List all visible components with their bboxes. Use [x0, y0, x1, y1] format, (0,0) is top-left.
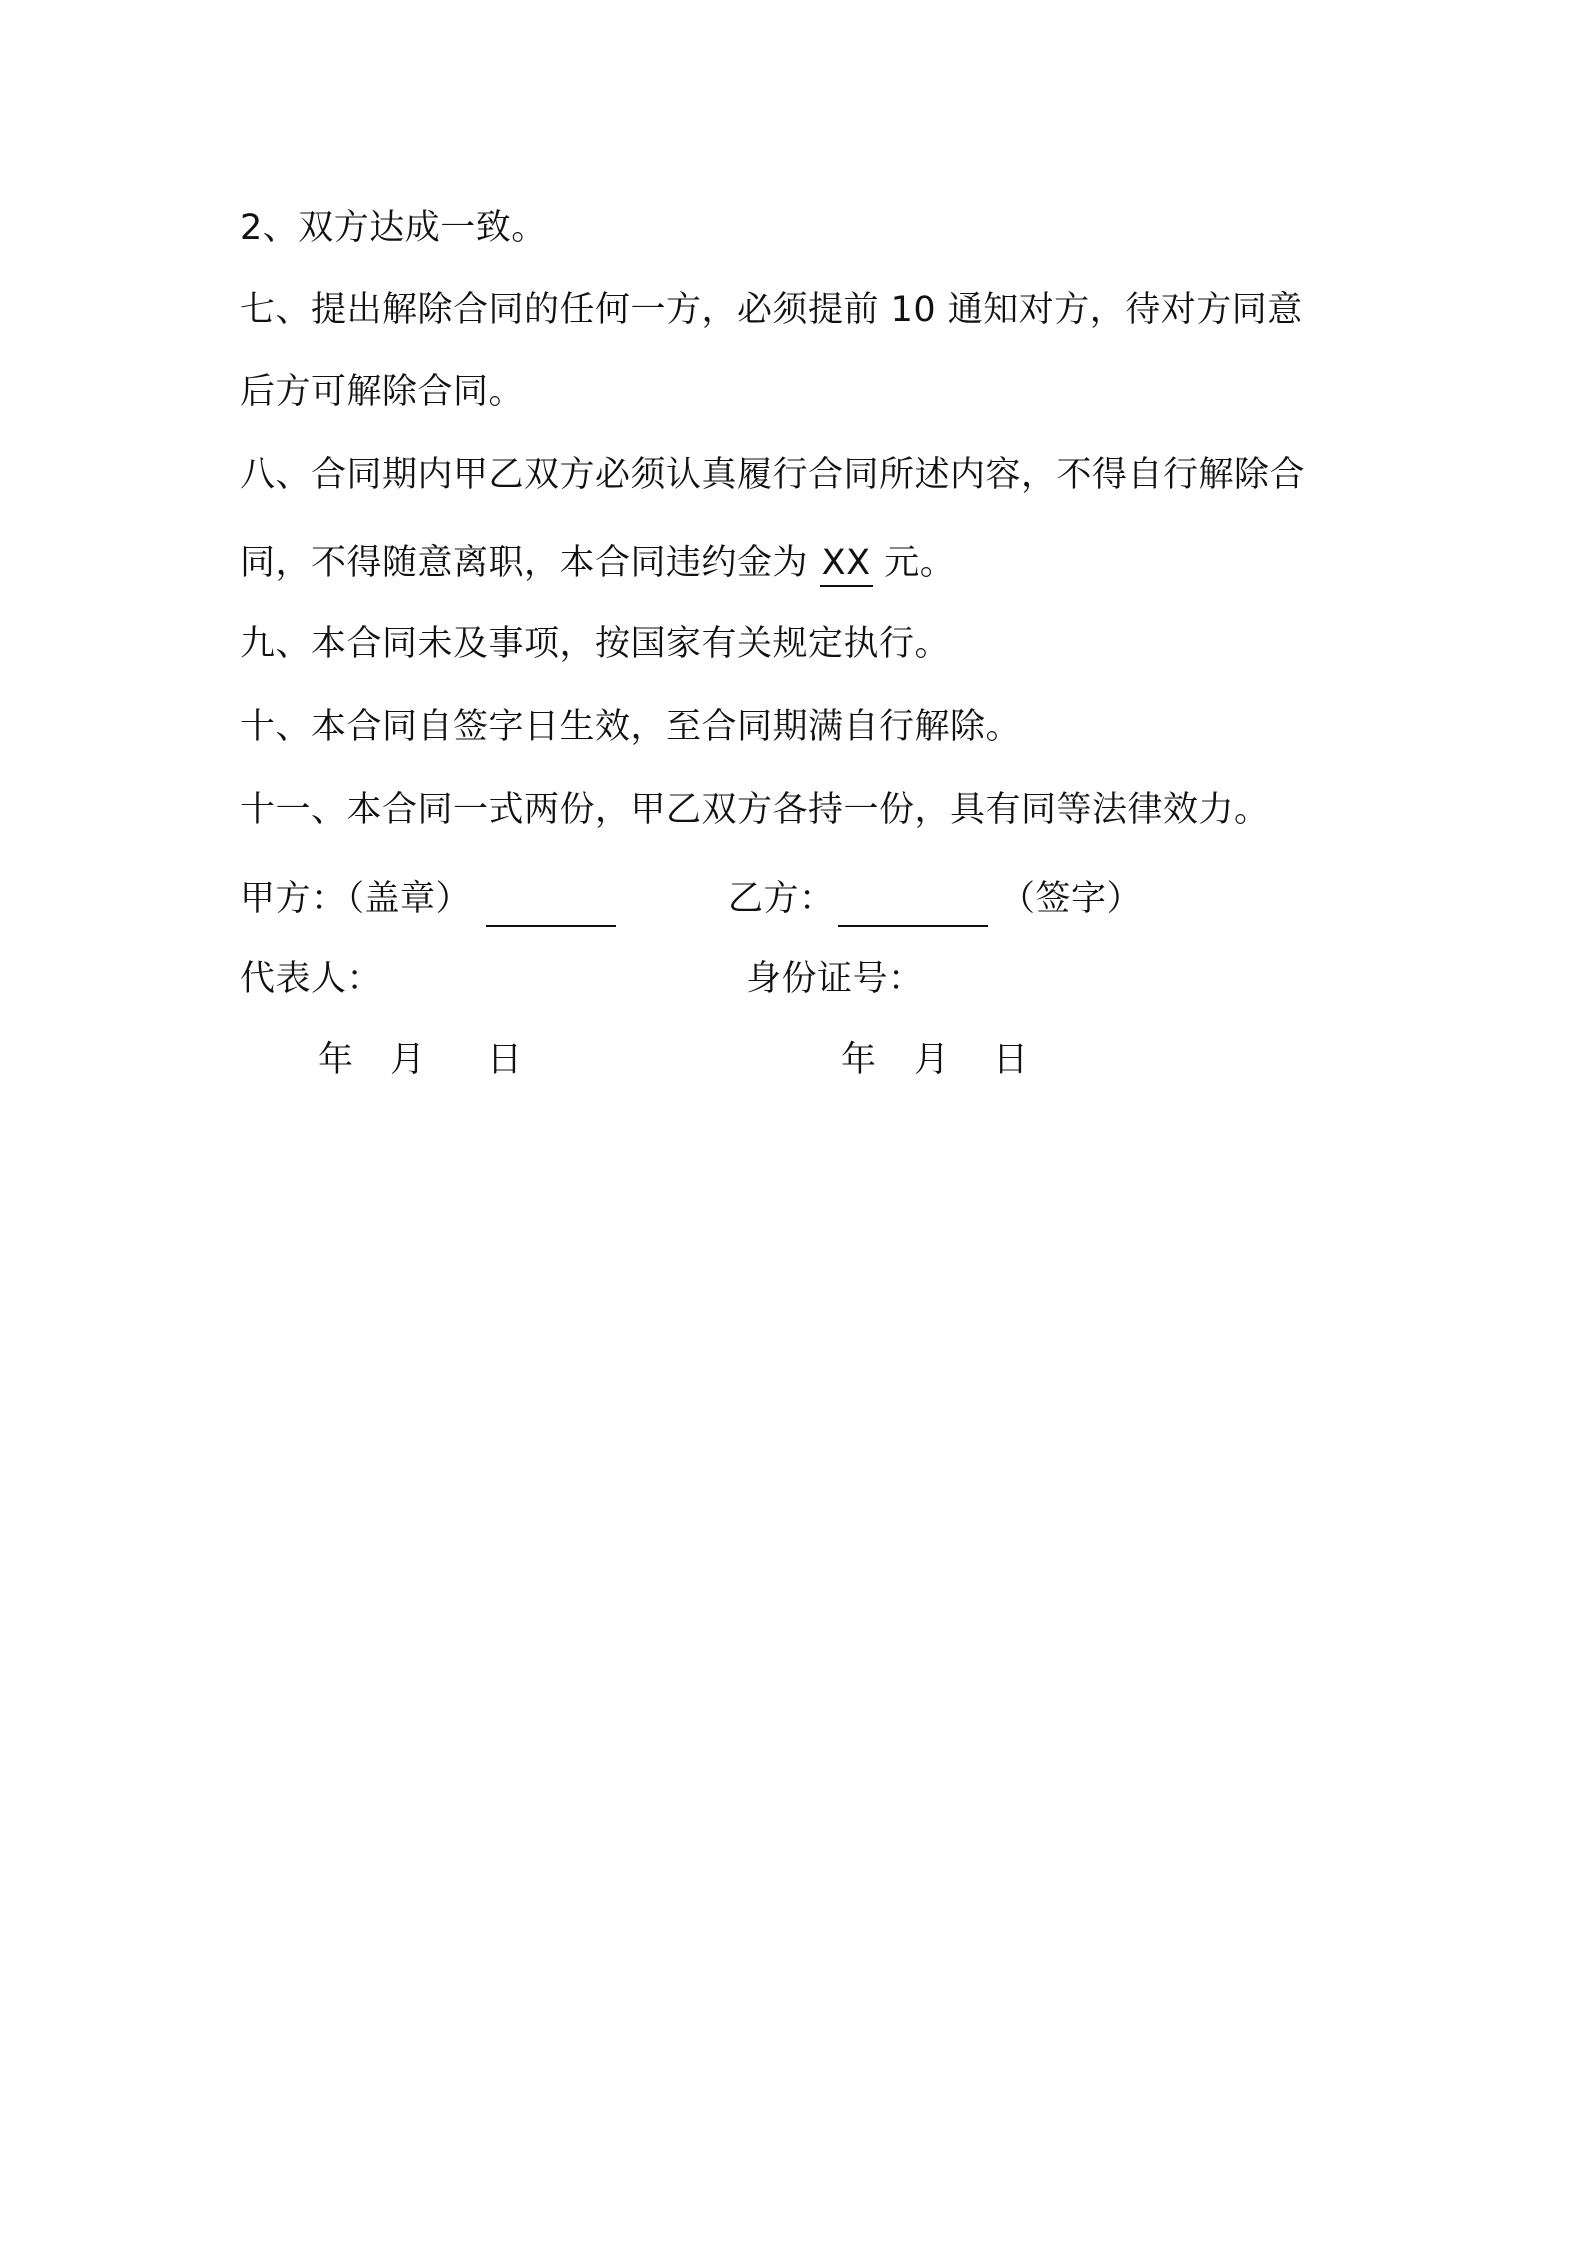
clause-7-line-2: 后方可解除合同。 [240, 372, 525, 412]
party-a-seal-blank[interactable] [486, 877, 616, 927]
clause-2-consensus: 2、双方达成一致。 [240, 208, 547, 248]
clause-7-line-1: 七、提出解除合同的任何一方，必须提前 10 通知对方，待对方同意 [240, 290, 1303, 330]
clause-8-line-1: 八、合同期内甲乙双方必须认真履行合同所述内容，不得自行解除合 [240, 455, 1306, 495]
id-number-label: 身份证号： [746, 959, 924, 999]
date-a-year: 年 [318, 1040, 354, 1080]
party-b-sign-note: （签字） [1000, 879, 1143, 919]
date-b-year: 年 [841, 1040, 877, 1080]
penalty-amount: XX [820, 541, 873, 587]
clause-9: 九、本合同未及事项，按国家有关规定执行。 [240, 624, 951, 664]
clause-8-text-prefix: 同，不得随意离职，本合同违约金为 [240, 543, 820, 583]
clause-8-text-suffix: 元。 [872, 543, 956, 583]
clause-10: 十、本合同自签字日生效，至合同期满自行解除。 [240, 707, 1022, 747]
clause-8-line-2 [240, 541, 955, 587]
date-b-month: 月 [914, 1040, 950, 1080]
date-a-day: 日 [487, 1040, 523, 1080]
party-b-signature-blank[interactable] [838, 877, 988, 927]
date-a-month: 月 [390, 1040, 426, 1080]
party-b-label: 乙方： [728, 879, 835, 919]
clause-11: 十一、本合同一式两份，甲乙双方各持一份，具有同等法律效力。 [240, 790, 1270, 830]
date-b-day: 日 [993, 1040, 1029, 1080]
representative-label: 代表人： [240, 959, 383, 999]
party-a-label: 甲方：（盖章） [240, 879, 472, 919]
